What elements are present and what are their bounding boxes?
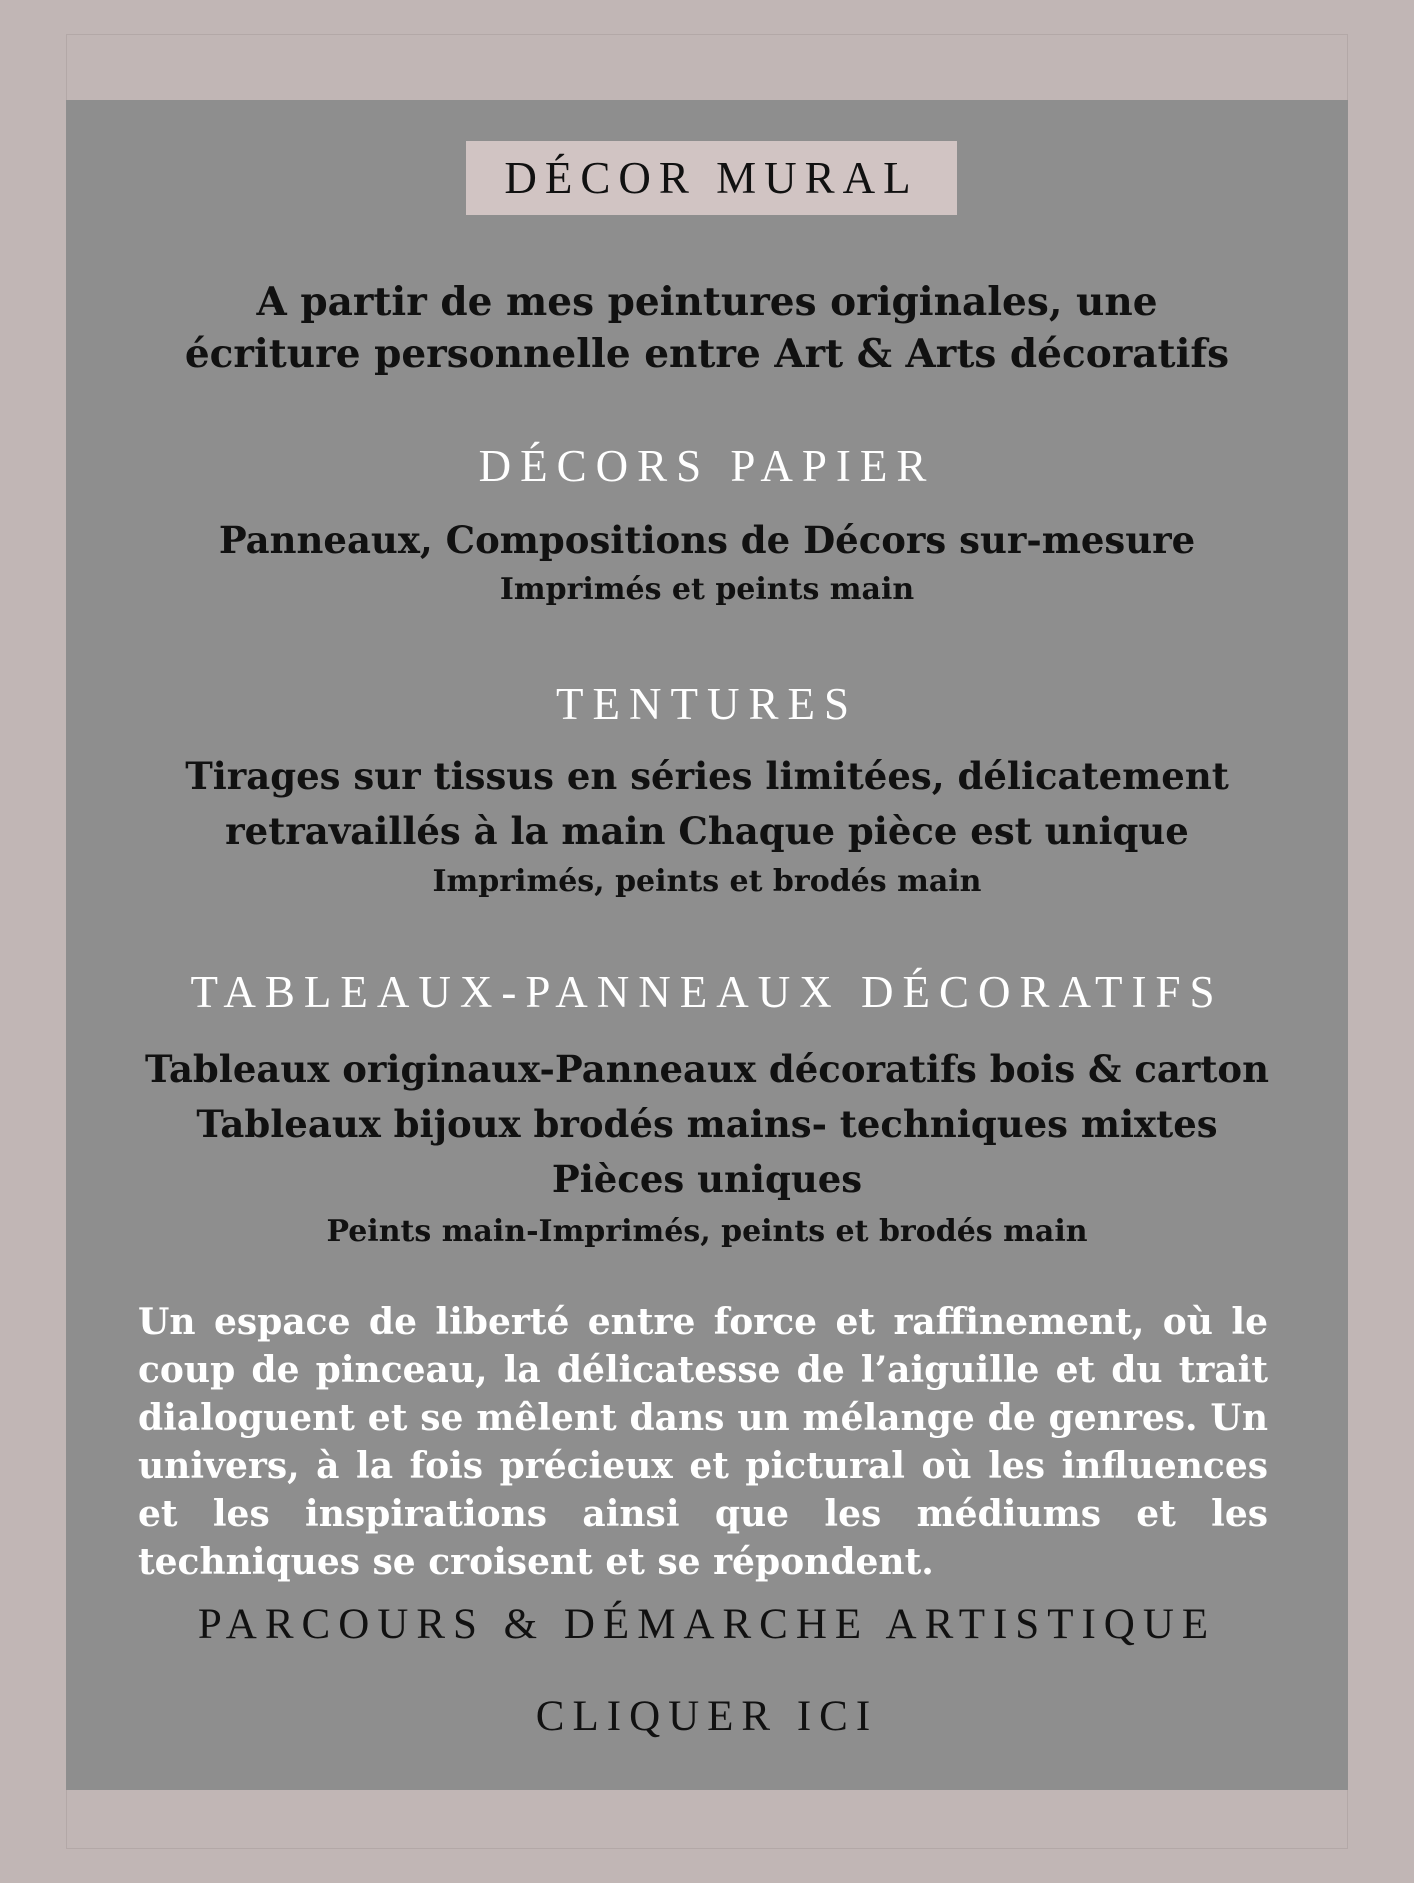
section-heading-tableaux-panneaux: TABLEAUX-PANNEAUX DÉCORATIFS	[190, 967, 1224, 1017]
lead-line: Tableaux originaux-Panneaux décoratifs bois & carton	[144, 1047, 1270, 1091]
section-sub-decors-papier	[66, 570, 1348, 610]
cliquer-ici-link[interactable]: CLIQUER ICI	[535, 1693, 879, 1740]
intro-line: A partir de mes peintures originales, une	[256, 279, 1158, 325]
page-title: DÉCOR MURAL	[504, 153, 919, 203]
section-heading-decors-papier: DÉCORS PAPIER	[478, 441, 936, 491]
section-sub-tableaux-panneaux	[66, 1212, 1348, 1252]
content-panel	[66, 100, 1348, 1790]
section-lead-decors-papier	[66, 513, 1348, 568]
section-heading-tentures: TENTURES	[556, 679, 858, 729]
section-lead-tentures	[66, 749, 1348, 859]
lead-line: Tableaux bijoux brodés mains- techniques mixtes	[196, 1102, 1218, 1146]
intro-line: écriture personnelle entre Art & Arts décoratifs	[184, 331, 1230, 377]
intro-text	[66, 276, 1348, 380]
lead-line: Pièces uniques	[551, 1157, 863, 1201]
section-sub-tentures	[66, 862, 1348, 902]
description-paragraph: Un espace de liberté entre force et raffinement, où le coup de pinceau, la délicatesse de l’aiguille et du trait dialoguent et se mêlent dans un mélange de genres. Un univers, à la fois précieux et pictural où les influences et les inspirations ainsi que les médiums et les techniques se croisent et se répondent.	[138, 1301, 1268, 1583]
parcours-link[interactable]: PARCOURS & DÉMARCHE ARTISTIQUE	[197, 1601, 1217, 1648]
sub-line: Imprimés, peints et brodés main	[432, 864, 982, 899]
sub-line: Imprimés et peints main	[499, 572, 915, 607]
section-lead-tableaux-panneaux	[66, 1042, 1348, 1207]
sub-line: Peints main-Imprimés, peints et brodés main	[326, 1214, 1088, 1249]
lead-line: Tirages sur tissus en séries limitées, délicatement	[185, 754, 1229, 798]
title-box	[466, 141, 957, 215]
lead-line: retravaillés à la main Chaque pièce est unique	[225, 809, 1189, 853]
lead-line: Panneaux, Compositions de Décors sur-mesure	[218, 518, 1196, 562]
